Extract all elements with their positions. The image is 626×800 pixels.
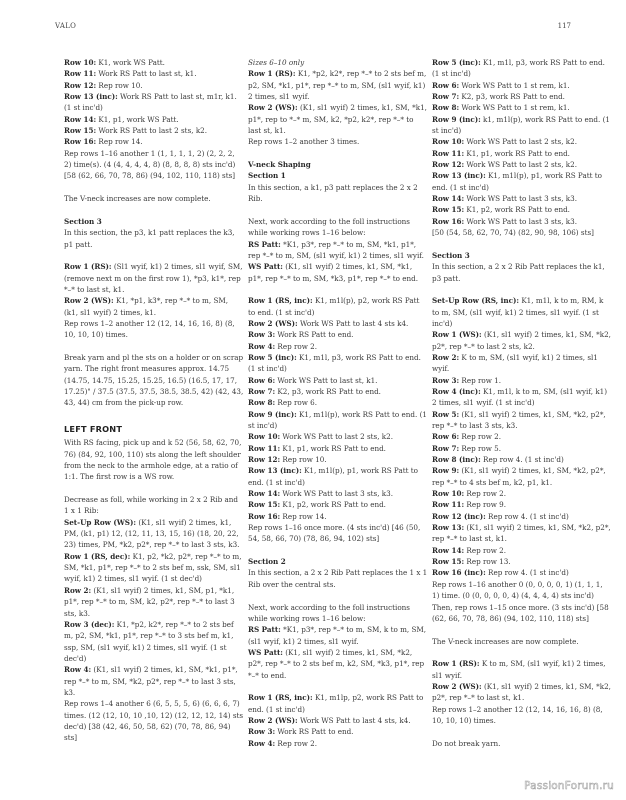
instruction-row (432, 431, 612, 442)
instruction-row (432, 567, 612, 578)
row-text: K1, p1, work RS Patt to end. (280, 443, 386, 453)
instruction-row (248, 341, 428, 352)
row-label: Row 14: (64, 114, 97, 124)
row-text: Rep row 4. (1 st inc'd) (485, 568, 569, 578)
row-label: Row 8: (248, 398, 276, 408)
row-text: Work WS Patt to 1 st rem, k1. (459, 103, 570, 113)
paragraph: Do not break yarn. (432, 738, 501, 748)
row-text: K1, p2, work RS Patt to end. (280, 500, 386, 510)
instruction-row (432, 454, 612, 465)
instruction-row (432, 204, 612, 215)
paragraph: Rep rows 1–16 another 0 (0, 0, 0, 0, 1) (1, 1, 1, 1) time. (0 (0, 0, 0, 0, 4) (4, 4, 4, 4) sts inc'd) (432, 579, 603, 601)
row-label: Row 6: (432, 80, 460, 90)
instruction-row (248, 386, 428, 397)
row-text: Work RS Patt to last st, m1r, k1. (1 st inc'd) (64, 92, 237, 113)
row-text: Work WS Patt to last 3 sts, k3. (280, 489, 394, 499)
paragraph-spacer (64, 250, 244, 261)
row-label: Row 1 (RS, inc): (248, 693, 313, 703)
instruction-row (64, 261, 244, 295)
row-text: K1, m1l, k to m, SM, (sl1 wyif, k1) 2 times, sl1 wyif. (1 st inc'd) (432, 386, 608, 408)
row-text: Work WS Patt to last 4 sts k4. (297, 318, 409, 328)
instruction-row (432, 170, 612, 193)
row-text: K1, m1lp, p2, work RS Patt to end. (1 st inc'd) (248, 693, 424, 714)
row-text: K1, m1l, p3, work RS Patt to end. (1 st inc'd) (432, 58, 605, 79)
row-label: Row 1 (RS): (432, 659, 480, 669)
row-label: Row 12: (64, 80, 97, 90)
row-label: Row 10: (64, 58, 97, 67)
row-text: (K1, sl1 wyif) 2 times, k1, SM, *k1, p1*, rep *–* to m, SM, *k2, p2*, rep *–* to last 3 sts, k3. (64, 665, 238, 697)
row-label: WS Patt: (248, 647, 283, 657)
row-text: Rep row 14. (280, 511, 327, 521)
row-text: K1, *p2, k2*, rep *–* to 2 sts bef m, p2, SM, *k1, p1*, rep *–* to 3 sts bef m, k1, ssp, SM, (sl1 wyif, k1) 2 times, sl1 wyif. (1 st dec'd) (64, 619, 234, 663)
row-label: Row 10: (248, 432, 281, 442)
row-label: Row 16 (inc): (432, 568, 486, 578)
paragraph: Rep rows 1–4 another 6 (6, 5, 5, 5, 6) (6, 6, 6, 7) times. (12 (12, 10, 10 ,10, 12) (12, 12, 12, 14) sts dec'd) [38 (42, 46, 50, 58, 62) (70, 78, 86, 94) sts] (64, 699, 244, 743)
row-text: K1, p1, work WS Patt. (96, 114, 179, 124)
row-text: K1, p2, work RS Patt to end. (464, 205, 570, 215)
row-label: Row 13 (inc): (64, 92, 118, 102)
row-text: K1, *p2, k2*, rep *–* to 2 sts bef m, p2, SM, *k1, p1*, rep *–* to m, SM, (sl1 wyif, k1) 2 times, sl1 wyif. (248, 69, 427, 102)
row-label: Row 1 (RS): (248, 69, 296, 79)
instruction-row (248, 465, 428, 488)
row-text: K2, p3, work RS Patt to end. (459, 92, 565, 102)
row-label: Row 15: (432, 557, 465, 567)
instruction-row (64, 585, 244, 619)
instruction-row (248, 624, 428, 647)
instruction-row (64, 295, 244, 318)
paragraph-spacer (432, 624, 612, 635)
paragraph: Rep rows 1–2 another 3 times. (248, 137, 360, 147)
row-text: (K1, sl1 wyif) 2 times, k1, SM, *k2, p2*, rep *–* to 4 sts bef m, k2, p1, k1. (432, 466, 606, 487)
row-label: Row 13 (inc): (248, 466, 302, 476)
row-label: Row 14: (432, 194, 465, 204)
row-label: Row 2 (WS): (432, 681, 482, 691)
instruction-row (248, 738, 428, 749)
row-text: Work WS Patt to last 2 sts, k2. (464, 137, 578, 147)
row-text: k1, m1l(p), work RS Patt to end. (1 st inc'd) (432, 114, 610, 136)
instruction-row (248, 454, 428, 465)
row-label: Row 2 (WS): (64, 296, 114, 306)
row-label: Row 9 (inc): (248, 409, 297, 419)
instruction-row (248, 68, 428, 102)
row-label: Row 7: (432, 92, 460, 102)
row-text: K1, work WS Patt. (96, 58, 165, 67)
column-1 (64, 57, 244, 744)
row-text: Rep row 2. (275, 341, 318, 351)
size-note: Sizes 6–10 only (248, 58, 305, 67)
paragraph: Decrease as foll, while working in 2 x 2 Rib and 1 x 1 Rib: (64, 495, 239, 516)
row-text: (K1, sl1 wyif) 2 times, k1, SM, *k2, p2*, rep *–* to last st, k1. (432, 681, 611, 703)
paragraph: Next, work according to the foll instructions while working rows 1–16 below: (248, 602, 410, 623)
instruction-row (64, 551, 244, 585)
row-label: Row 16: (248, 511, 281, 521)
instruction-row (248, 329, 428, 340)
row-text: Work RS Patt to end. (275, 330, 354, 340)
paragraph: The V-neck increases are now complete. (64, 194, 211, 204)
instruction-row (64, 80, 244, 91)
row-label: Set-Up Row (WS): (64, 517, 137, 527)
row-text: (K1, sl1 wyif) 2 times, k1, SM, *k1, p1*, rep *–* to m, SM, *k3, p1*, rep *–* to end. (248, 262, 419, 283)
instruction-row (248, 499, 428, 510)
paragraph: Rep rows 1–16 once more. (4 sts inc'd) [46 (50, 54, 58, 66, 70) (78, 86, 94, 102) sts] (248, 523, 421, 544)
row-text: K1, p1, work RS Patt to end. (464, 148, 570, 158)
section-heading: Section 2 (248, 557, 286, 567)
paragraph-spacer (64, 182, 244, 193)
row-label: Row 4: (64, 665, 92, 675)
instruction-row (248, 352, 428, 375)
row-text: Work RS Patt to last 2 sts, k2. (96, 126, 208, 136)
instruction-row (64, 517, 244, 551)
paragraph-spacer (432, 239, 612, 250)
row-text: Work WS Patt to last 3 sts, k3. (464, 194, 578, 204)
instruction-row (432, 136, 612, 147)
row-label: Row 1 (RS, inc): (248, 296, 313, 306)
instruction-row (64, 114, 244, 125)
paragraph-spacer (64, 409, 244, 420)
instruction-row (248, 431, 428, 442)
row-text: K1, m1l, k to m, RM, k to m, SM, (sl1 wyif, k1) 2 times, sl1 wyif. (1 st inc'd) (432, 296, 604, 328)
row-text: Rep row 2. (275, 738, 318, 748)
instruction-row (432, 556, 612, 567)
paragraph-spacer (248, 284, 428, 295)
paragraph-spacer (248, 148, 428, 159)
instruction-row (64, 68, 244, 79)
row-text: K2, p3, work RS Patt to end. (275, 386, 381, 396)
row-text: Rep row 2. (459, 432, 502, 442)
paragraph-spacer (248, 590, 428, 601)
row-text: (Sl1 wyif, k1) 2 times, sl1 wyif, SM, (remove next m on the first row 1), *p3, k1*, rep *–* to last st, k1. (64, 262, 243, 294)
row-label: Set-Up Row (RS, inc): (432, 296, 520, 306)
paragraph: In this section, a k1, p3 patt replaces the 2 x 2 Rib. (248, 182, 418, 204)
row-label: RS Patt: (248, 239, 281, 249)
row-label: Row 7: (432, 443, 460, 453)
instruction-row (432, 102, 612, 113)
instruction-row (248, 409, 428, 432)
row-label: Row 13 (inc): (432, 171, 486, 181)
row-label: Row 11: (432, 500, 465, 510)
row-label: Row 6: (248, 375, 276, 385)
row-text: Rep row 5. (459, 443, 502, 453)
row-text: K1, m1l(p), p1, work RS Patt to end. (1 st inc'd) (248, 466, 419, 487)
instruction-row (432, 386, 612, 409)
instruction-row (248, 397, 428, 408)
paragraph: Rep rows 1–2 another 12 (12, 14, 16, 16, 8) (8, 10, 10, 10) times. (64, 318, 235, 340)
row-text: K1, *p1, k3*, rep *–* to m, SM, (k1, sl1 wyif) 2 times, k1. (64, 296, 229, 317)
instruction-row (248, 375, 428, 386)
instruction-row (432, 329, 612, 352)
instruction-row (432, 114, 612, 137)
row-label: Row 9 (inc): (432, 114, 481, 124)
row-text: Work WS Patt to last 2 sts, k2. (464, 160, 578, 170)
row-text: Work WS Patt to last 4 sts, k4. (297, 715, 411, 725)
instruction-row (432, 352, 612, 375)
instruction-row (432, 216, 612, 227)
instruction-row (432, 499, 612, 510)
row-label: Row 5 (inc): (432, 58, 481, 67)
instruction-row (248, 692, 428, 715)
row-label: Row 11: (432, 148, 465, 158)
row-text: Rep row 9. (464, 500, 507, 510)
row-label: Row 4: (248, 738, 276, 748)
row-text: Rep row 2. (464, 489, 507, 499)
paragraph: Rep rows 1–2 another 12 (12, 14, 16, 16, 8) (8, 10, 10, 10) times. (432, 704, 603, 725)
instruction-row (248, 318, 428, 329)
row-text: Work RS Patt to last st, k1. (96, 69, 197, 79)
row-text: Rep row 2. (464, 545, 507, 555)
row-label: Row 8 (inc): (432, 455, 481, 465)
instruction-row (248, 102, 428, 136)
row-text: Rep row 14. (96, 137, 143, 147)
row-label: Row 16: (432, 216, 465, 226)
paragraph-spacer (432, 284, 612, 295)
instruction-row (64, 125, 244, 136)
instruction-row (64, 664, 244, 698)
row-text: Rep row 10. (96, 80, 143, 90)
row-label: Row 3: (248, 330, 276, 340)
row-label: Row 11: (248, 443, 281, 453)
row-text: Work RS Patt to end. (275, 727, 354, 737)
row-label: Row 12: (248, 455, 281, 465)
row-text: Rep row 1. (459, 375, 502, 385)
row-label: Row 3 (dec): (64, 619, 115, 629)
instruction-row (248, 647, 428, 681)
row-label: RS Patt: (248, 625, 281, 635)
instruction-row (432, 159, 612, 170)
instruction-row (432, 295, 612, 329)
paragraph: Then, rep rows 1–15 once more. (3 sts inc'd) [58 (62, 66, 70, 78, 86) (94, 102, 110, 118) sts] (432, 602, 609, 623)
row-label: Row 16: (64, 137, 97, 147)
section-heading: Section 3 (64, 216, 102, 226)
row-label: Row 7: (248, 386, 276, 396)
row-label: Row 2: (64, 585, 92, 595)
paragraph-spacer (248, 681, 428, 692)
row-text: (K1, sl1 wyif) 2 times, k1, SM, p1, *k1, p1*, rep *–* to m, SM, k2, p2*, rep *–* to last 3 sts, k3. (64, 585, 235, 618)
row-text: *K1, p3*, rep *–* to m, SM, k to m, SM, (sl1 wyif, k1) 2 times, sl1 wyif. (248, 625, 427, 646)
instruction-row (64, 91, 244, 114)
page-header-title: VALO (55, 22, 77, 30)
paragraph-spacer (432, 647, 612, 658)
row-text: Work WS Patt to 1 st rem, k1. (459, 80, 570, 90)
paragraph-spacer (248, 204, 428, 215)
row-label: Row 9: (432, 466, 460, 476)
instruction-row (64, 136, 244, 147)
watermark: PassionForum.ru (524, 780, 614, 792)
row-text: Work WS Patt to last 2 sts, k2. (280, 432, 394, 442)
column-3 (432, 57, 612, 749)
instruction-row (432, 57, 612, 80)
row-text: *K1, p3*, rep *–* to m, SM, *k1, p1*, rep *–* to m, SM, (sl1 wyif, k1) 2 times, sl1 wyif. (248, 239, 424, 260)
row-label: Row 5 (inc): (248, 352, 297, 362)
instruction-row (432, 465, 612, 488)
paragraph: The V-neck increases are now complete. (432, 636, 579, 646)
section-heading: Section 1 (248, 171, 286, 181)
row-label: Row 1 (WS): (432, 330, 482, 340)
instruction-row (248, 239, 428, 262)
row-text: K1, m1l(p), p1, work RS Patt to end. (1 st inc'd) (432, 171, 603, 192)
row-label: Row 15: (64, 126, 97, 136)
row-text: (K1, sl1 wyif) 2 times, k1, SM, *k2, p2*, rep *–* to last st, k1. (432, 523, 611, 544)
row-label: Row 2 (WS): (248, 318, 298, 328)
instruction-row (432, 80, 612, 91)
section-heading: Section 3 (432, 250, 470, 260)
row-text: (K1, sl1 wyif) 2 times, k1, SM, *k2, p2*, rep *–* to last 2 sts, k2. (432, 330, 611, 351)
row-label: Row 12: (432, 160, 465, 170)
instruction-row (432, 545, 612, 556)
column-2 (248, 57, 428, 749)
row-label: Row 4: (248, 341, 276, 351)
instruction-row (432, 511, 612, 522)
instruction-row (64, 619, 244, 664)
instruction-row (432, 488, 612, 499)
instruction-row (432, 443, 612, 454)
paragraph: In this section, a 2 x 2 Rib Patt replaces the k1, p3 patt. (432, 262, 605, 283)
row-text: Rep row 10. (280, 455, 327, 465)
instruction-row (432, 375, 612, 386)
paragraph: In this section, the p3, k1 patt replaces the k3, p1 patt. (64, 228, 235, 249)
instruction-row (432, 658, 612, 681)
instruction-row (248, 488, 428, 499)
row-label: Row 2 (WS): (248, 103, 298, 113)
instruction-row (432, 681, 612, 704)
row-text: Rep row 4. (1 st inc'd) (480, 455, 564, 465)
section-heading: V-neck Shaping (248, 160, 311, 170)
row-text: Rep row 4. (1 st inc'd) (485, 511, 569, 521)
row-label: Row 10: (432, 137, 465, 147)
row-label: Row 8: (432, 103, 460, 113)
paragraph: In this section, a 2 x 2 Rib Patt replaces the 1 x 1 Rib over the central sts. (248, 568, 428, 589)
row-text: (K1, sl1 wyif) 2 times, k1, PM, (k1, p1) 12, (12, 11, 13, 15, 16) (18, 20, 22, 23) times, PM, *k2, p2*, rep *–* to last 3 sts, k3. (64, 517, 240, 550)
instruction-row (432, 91, 612, 102)
instruction-row (248, 295, 428, 318)
row-text: Rep row 13. (464, 557, 511, 567)
row-label: WS Patt: (248, 262, 283, 272)
paragraph: Break yarn and pl the sts on a holder or on scrap yarn. The right front measures approx. 14.75 (14.75, 14.75, 15.25, 15.25, 16.5) (16.5, 17, 17, 17.25)" / 37.5 (37.5, 37.5, 38.5, 38.5, 42) (42, 43, 43, 44) cm from the pick-up row. (64, 352, 244, 408)
instruction-row (248, 715, 428, 726)
paragraph: Next, work according to the foll instructions while working rows 1–16 below: (248, 216, 410, 238)
row-label: Row 5: (432, 409, 460, 419)
paragraph-spacer (64, 483, 244, 494)
instruction-row (248, 443, 428, 454)
instruction-row (64, 57, 244, 68)
row-text: Rep row 6. (275, 398, 318, 408)
paragraph: With RS facing, pick up and k 52 (56, 58, 62, 70, 76) (84, 92, 100, 110) sts along the left shoulder from the neck to the armhole edge, at a ratio of 1:1. The first row is a WS row. (64, 438, 242, 482)
row-label: Row 11: (64, 69, 97, 79)
row-label: Row 14: (248, 489, 281, 499)
row-label: Row 15: (432, 205, 465, 215)
row-label: Row 4 (inc): (432, 386, 481, 396)
row-text: K1, m1l(p), work RS Patt to end. (1 st inc'd) (248, 409, 427, 430)
paragraph-spacer (432, 726, 612, 737)
instruction-row (432, 409, 612, 432)
paragraph-spacer (248, 545, 428, 556)
paragraph: [50 (54, 58, 62, 70, 74) (82, 90, 98, 106) sts] (432, 228, 594, 238)
row-text: K to m, SM, (sl1 wyif, k1) 2 times, sl1 wyif. (432, 352, 598, 374)
paragraph: Rep rows 1–16 another 1 (1, 1, 1, 1, 2) (2, 2, 2, 2) time(s). (4 (4, 4, 4, 4, 8) (8, 8, 8, 8) sts inc'd) [58 (62, 66, 70, 78, 86) (94, 102, 110, 118) sts] (64, 148, 236, 181)
instruction-row (432, 522, 612, 545)
paragraph-spacer (64, 341, 244, 352)
instruction-row (432, 193, 612, 204)
instruction-row (248, 726, 428, 737)
row-text: K1, p2, *k2, p2*, rep *–* to m, SM, *k1, p1*, rep *–* to 2 sts bef m, ssk, SM, sl1 wyif, k1) 2 times, sl1 wyif. (1 st dec'd) (64, 551, 242, 584)
row-label: Row 12 (inc): (432, 511, 486, 521)
row-label: Row 10: (432, 489, 465, 499)
row-text: (K1, sl1 wyif) 2 times, k1, SM, *k2, p2*, rep *–* to last 3 sts, k3. (432, 409, 606, 430)
row-text: K1, m1l, p3, work RS Patt to end. (1 st inc'd) (248, 352, 421, 374)
row-label: Row 14: (432, 545, 465, 555)
paragraph-spacer (64, 204, 244, 215)
row-label: Row 1 (RS): (64, 262, 112, 272)
row-text: (K1, sl1 wyif) 2 times, k1, SM, *k1, p1*, rep to *–* m, SM, k2, *p2, k2*, rep *–* to last st, k1. (248, 103, 427, 136)
row-label: Row 3: (432, 375, 460, 385)
instruction-row (248, 261, 428, 284)
instruction-row (248, 511, 428, 522)
row-label: Row 15: (248, 500, 281, 510)
row-text: K to m, SM, (sl1 wyif, k1) 2 times, sl1 wyif. (432, 659, 606, 680)
page-number: 117 (557, 22, 571, 30)
row-label: Row 1 (RS, dec): (64, 551, 131, 561)
row-text: (K1, sl1 wyif) 2 times, k1, SM, *k2, p2*, rep *–* to 2 sts bef m, k2, SM, *k3, p1*, rep *–* to end. (248, 647, 425, 680)
row-label: Row 2: (432, 352, 460, 362)
row-text: Work WS Patt to last 3 sts, k3. (464, 216, 578, 226)
part-heading: LEFT FRONT (64, 424, 123, 434)
row-label: Row 3: (248, 727, 276, 737)
row-label: Row 6: (432, 432, 460, 442)
row-label: Row 13: (432, 523, 465, 533)
row-label: Row 2 (WS): (248, 715, 298, 725)
row-text: K1, m1l(p), p2, work RS Patt to end. (1 st inc'd) (248, 296, 420, 317)
row-text: Work WS Patt to last st, k1. (275, 375, 378, 385)
instruction-row (432, 148, 612, 159)
